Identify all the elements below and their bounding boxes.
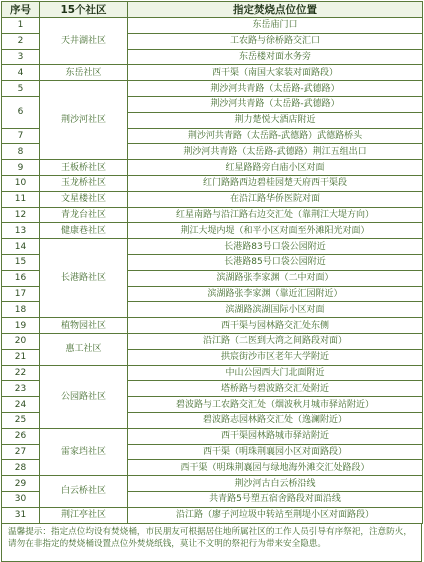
row-index: 17 (2, 286, 40, 302)
community-name: 玉龙桥社区 (40, 175, 128, 191)
row-index: 12 (2, 207, 40, 223)
row-index: 19 (2, 318, 40, 334)
community-name: 公园路社区 (40, 365, 128, 428)
row-index: 28 (2, 460, 40, 476)
row-index: 16 (2, 270, 40, 286)
row-index: 22 (2, 365, 40, 381)
burning-location: 荆沙河共青路（太岳路-武德路） (128, 96, 423, 112)
row-index: 2 (2, 33, 40, 49)
table-row (2, 81, 423, 97)
burning-location: 荆沙河共青路（太岳路-武德路）荆江五组出口 (128, 144, 423, 160)
row-index: 10 (2, 175, 40, 191)
community-name: 荆江亭社区 (40, 507, 128, 523)
burning-location: 滨湖路滨湖国际小区对面 (128, 302, 423, 318)
community-name: 东岳社区 (40, 65, 128, 81)
burning-location: 滨湖路张李家渊（靠近汇园附近） (128, 286, 423, 302)
community-name: 天井湖社区 (40, 18, 128, 65)
community-name: 惠工社区 (40, 333, 128, 365)
row-index: 31 (2, 507, 40, 523)
table-row (2, 476, 423, 492)
header-index: 序号 (2, 2, 40, 18)
burning-location: 碧波路志园林路交汇处（逸澜附近） (128, 412, 423, 428)
table-row (2, 428, 423, 444)
row-index: 3 (2, 49, 40, 65)
table-header-row (2, 2, 423, 18)
row-index: 29 (2, 476, 40, 492)
burning-location: 红门路路西边碧桂园楚天府西干渠段 (128, 175, 423, 191)
row-index: 6 (2, 96, 40, 128)
burning-points-table (1, 1, 423, 524)
community-name: 文星楼社区 (40, 191, 128, 207)
community-name: 健康巷社区 (40, 223, 128, 239)
table-row (2, 318, 423, 334)
table-row (2, 175, 423, 191)
table-row (2, 507, 423, 523)
table-row (2, 333, 423, 349)
burning-location: 西干渠（明珠荆襄园与绿地海外滩交汇处路段） (128, 460, 423, 476)
burning-location: 塔桥路与碧波路交汇处附近 (128, 381, 423, 397)
row-index: 9 (2, 160, 40, 176)
burning-location: 西干渠园林路城市驿站附近 (128, 428, 423, 444)
row-index: 23 (2, 381, 40, 397)
row-index: 14 (2, 239, 40, 255)
row-index: 21 (2, 349, 40, 365)
burning-location: 荆力楚悦大酒店附近 (128, 112, 423, 128)
row-index: 5 (2, 81, 40, 97)
burning-location: 中山公园西大门北面附近 (128, 365, 423, 381)
row-index: 26 (2, 428, 40, 444)
row-index: 24 (2, 397, 40, 413)
table-row (2, 239, 423, 255)
community-name: 植物园社区 (40, 318, 128, 334)
row-index: 30 (2, 491, 40, 507)
burning-location: 工农路与徐桥路交汇口 (128, 33, 423, 49)
table-row (2, 18, 423, 34)
header-community: 15个社区 (40, 2, 128, 18)
table-row (2, 160, 423, 176)
burning-location: 红星路路旁白庙小区对面 (128, 160, 423, 176)
burning-location: 碧波路与工农路交汇处（烟波秋月城市驿站附近） (128, 397, 423, 413)
row-index: 11 (2, 191, 40, 207)
community-name: 白云桥社区 (40, 476, 128, 508)
table-row (2, 65, 423, 81)
table-row (2, 365, 423, 381)
burning-location: 沿江路（二医到大湾之间路段对面） (128, 333, 423, 349)
community-name: 雷家垱社区 (40, 428, 128, 475)
burning-location: 荆江大堤内堤（和平小区对面至外滩阳光对面） (128, 223, 423, 239)
burning-location: 长港路83号口袋公园附近 (128, 239, 423, 255)
header-location: 指定焚烧点位位置 (128, 2, 423, 18)
row-index: 7 (2, 128, 40, 144)
community-name: 长港路社区 (40, 239, 128, 318)
reminder-note: 温馨提示：指定点位均设有焚烧桶，市民朋友可根据居住地所属社区的工作人员引导有序祭祀，注意防火，请勿在非指定的焚烧桶设置点位外焚烧纸钱，莫让不文明的祭祀行为带来安全隐患。 (1, 524, 422, 562)
row-index: 15 (2, 254, 40, 270)
row-index: 4 (2, 65, 40, 81)
burning-location: 在沿江路华侨医院对面 (128, 191, 423, 207)
burning-location: 荆沙河共青路（太岳路-武德路） (128, 81, 423, 97)
row-index: 13 (2, 223, 40, 239)
burning-location: 沿江路（廖子河垃圾中转站至荆堤小区对面路段） (128, 507, 423, 523)
row-index: 1 (2, 18, 40, 34)
burning-location: 西干渠与园林路交汇处东侧 (128, 318, 423, 334)
table-body (2, 18, 423, 524)
burning-location: 东岳楼对面水务旁 (128, 49, 423, 65)
community-name: 王板桥社区 (40, 160, 128, 176)
table-row (2, 223, 423, 239)
burning-location: 西干渠（南国大家装对面路段） (128, 65, 423, 81)
row-index: 20 (2, 333, 40, 349)
community-name: 荆沙河社区 (40, 81, 128, 160)
row-index: 18 (2, 302, 40, 318)
burning-location: 荆沙河古白云桥沿线 (128, 476, 423, 492)
burning-location: 滨湖路张李家渊（二中对面） (128, 270, 423, 286)
burning-location: 东岳庙门口 (128, 18, 423, 34)
table-row (2, 207, 423, 223)
burning-location: 西干渠（明珠荆襄园小区对面路段） (128, 444, 423, 460)
community-name: 青龙台社区 (40, 207, 128, 223)
row-index: 25 (2, 412, 40, 428)
row-index: 27 (2, 444, 40, 460)
burning-location: 荆沙河共青路（太岳路-武德路）武德路桥头 (128, 128, 423, 144)
table-row (2, 191, 423, 207)
burning-location: 拱宸街沙市区老年大学附近 (128, 349, 423, 365)
notice-document (1, 1, 422, 562)
row-index: 8 (2, 144, 40, 160)
burning-location: 共青路5号塑五宿舍路段对面沿线 (128, 491, 423, 507)
burning-location: 长港路85号口袋公园附近 (128, 254, 423, 270)
burning-location: 红星南路与沿江路右边交汇处（靠荆江大堤方向） (128, 207, 423, 223)
